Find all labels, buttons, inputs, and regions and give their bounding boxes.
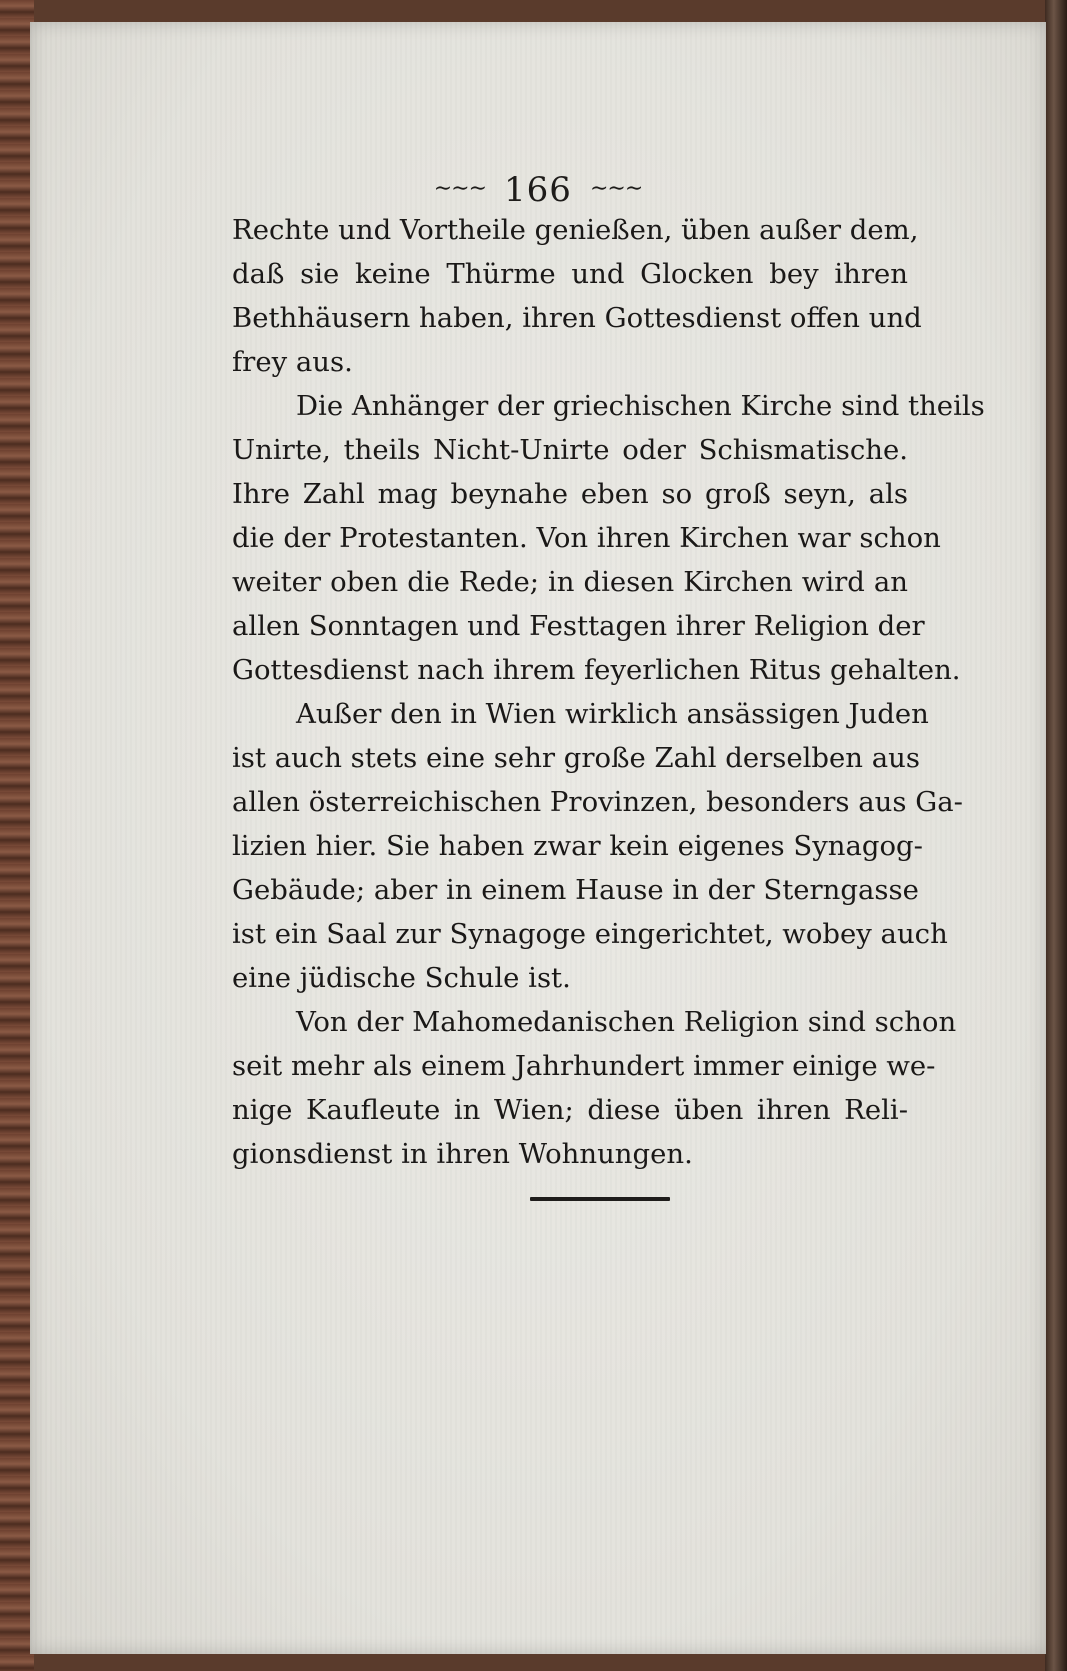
text-line: daß sie keine Thürme und Glocken bey ihren bbox=[232, 258, 908, 290]
ornament-left-icon: ∼∼∼ bbox=[433, 176, 487, 201]
body-text bbox=[232, 208, 985, 1176]
text-line: nige Kaufleute in Wien; diese üben ihren Reli- bbox=[232, 1094, 908, 1126]
text-line: Gottesdienst nach ihrem feyerlichen Ritus gehalten. bbox=[232, 654, 961, 686]
text-line: weiter oben die Rede; in diesen Kirchen wird an bbox=[232, 566, 908, 598]
text-line: Die Anhänger der griechischen Kirche sind theils bbox=[296, 390, 985, 422]
text-line: allen österreichischen Provinzen, besonders aus Ga- bbox=[232, 786, 963, 818]
text-line: Unirte, theils Nicht-Unirte oder Schismatische. bbox=[232, 434, 908, 466]
text-line: ist auch stets eine sehr große Zahl derselben aus bbox=[232, 742, 920, 774]
page-header bbox=[30, 170, 1046, 210]
text-line: lizien hier. Sie haben zwar kein eigenes Synagog- bbox=[232, 830, 923, 862]
page-number: 166 bbox=[504, 170, 572, 210]
text-line: eine jüdische Schule ist. bbox=[232, 962, 571, 994]
text-line: die der Protestanten. Von ihren Kirchen war schon bbox=[232, 522, 941, 554]
text-line: Bethhäusern haben, ihren Gottesdienst offen und bbox=[232, 302, 922, 334]
end-rule bbox=[530, 1197, 670, 1201]
text-line: allen Sonntagen und Festtagen ihrer Religion der bbox=[232, 610, 925, 642]
text-line: Gebäude; aber in einem Hause in der Sterngasse bbox=[232, 874, 919, 906]
text-line: Ihre Zahl mag beynahe eben so groß seyn, als bbox=[232, 478, 908, 510]
text-line: Von der Mahomedanischen Religion sind schon bbox=[296, 1006, 957, 1038]
text-line: seit mehr als einem Jahrhundert immer einige we- bbox=[232, 1050, 936, 1082]
text-line: Rechte und Vortheile genießen, üben außer dem, bbox=[232, 214, 919, 246]
text-line: frey aus. bbox=[232, 346, 353, 378]
book-binding bbox=[0, 0, 34, 1671]
page-edge bbox=[1045, 0, 1067, 1671]
ornament-right-icon: ∼∼∼ bbox=[589, 176, 643, 201]
text-line: gionsdienst in ihren Wohnungen. bbox=[232, 1138, 693, 1170]
text-line: Außer den in Wien wirklich ansässigen Juden bbox=[296, 698, 929, 730]
text-line: ist ein Saal zur Synagoge eingerichtet, wobey auch bbox=[232, 918, 948, 950]
